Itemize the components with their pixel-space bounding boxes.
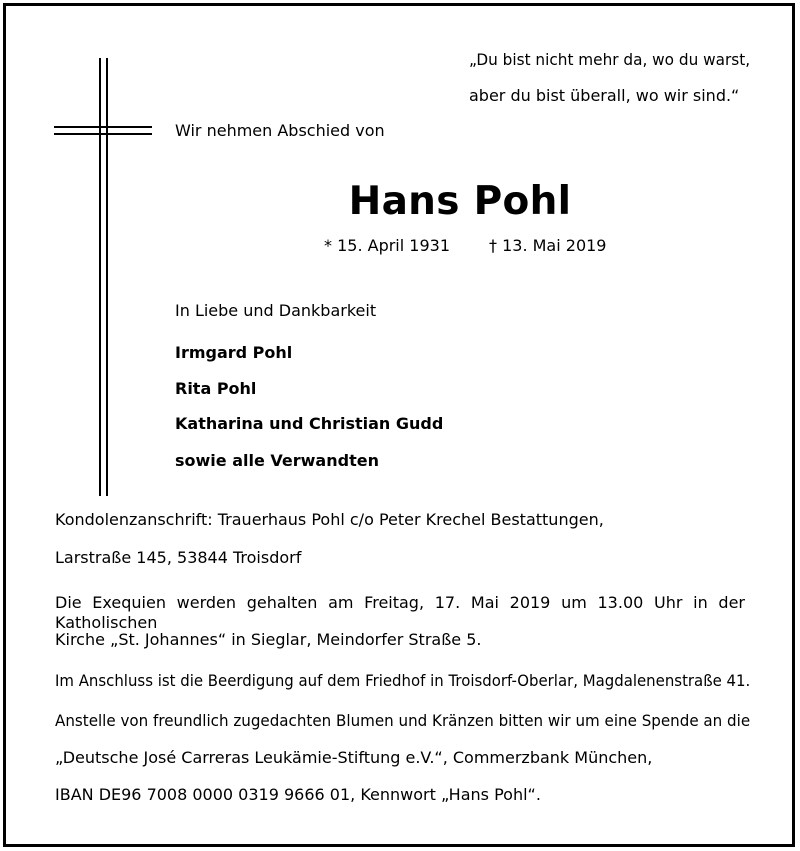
mourner-name: Irmgard Pohl	[175, 343, 293, 362]
mourner-name: sowie alle Verwandten	[175, 451, 379, 470]
death-date: † 13. Mai 2019	[489, 236, 607, 255]
mourner-name: Rita Pohl	[175, 379, 257, 398]
farewell-intro: Wir nehmen Abschied von	[175, 121, 385, 140]
burial-info: Im Anschluss ist die Beerdigung auf dem Friedhof in Troisdorf-Oberlar, Magdalenenstraße 41.	[55, 671, 751, 690]
donation-info-line-2: „Deutsche José Carreras Leukämie-Stiftung e.V.“, Commerzbank München,	[55, 748, 653, 767]
donation-info-line-1: Anstelle von freundlich zugedachten Blumen und Kränzen bitten wir um eine Spende an die	[55, 711, 751, 730]
birth-date: * 15. April 1931	[324, 236, 450, 255]
service-info-line-2: Kirche „St. Johannes“ in Sieglar, Meindorfer Straße 5.	[55, 630, 482, 649]
quote-line-2: aber du bist überall, wo wir sind.“	[469, 86, 740, 105]
deceased-name: Hans Pohl	[348, 179, 572, 224]
cross-vertical-bar	[99, 58, 108, 496]
mourner-name: Katharina und Christian Gudd	[175, 414, 444, 433]
quote-line-1: „Du bist nicht mehr da, wo du warst,	[469, 50, 751, 69]
cross-horizontal-bar	[54, 126, 152, 135]
service-info-line-1: Die Exequien werden gehalten am Freitag, 17. Mai 2019 um 13.00 Uhr in der Katholischen	[55, 593, 745, 632]
donation-info-line-3: IBAN DE96 7008 0000 0319 9666 01, Kennwort „Hans Pohl“.	[55, 785, 541, 804]
condolence-address-line-1: Kondolenzanschrift: Trauerhaus Pohl c/o Peter Krechel Bestattungen,	[55, 510, 604, 529]
condolence-address-line-2: Larstraße 145, 53844 Troisdorf	[55, 548, 302, 567]
mourners-intro: In Liebe und Dankbarkeit	[175, 301, 377, 320]
